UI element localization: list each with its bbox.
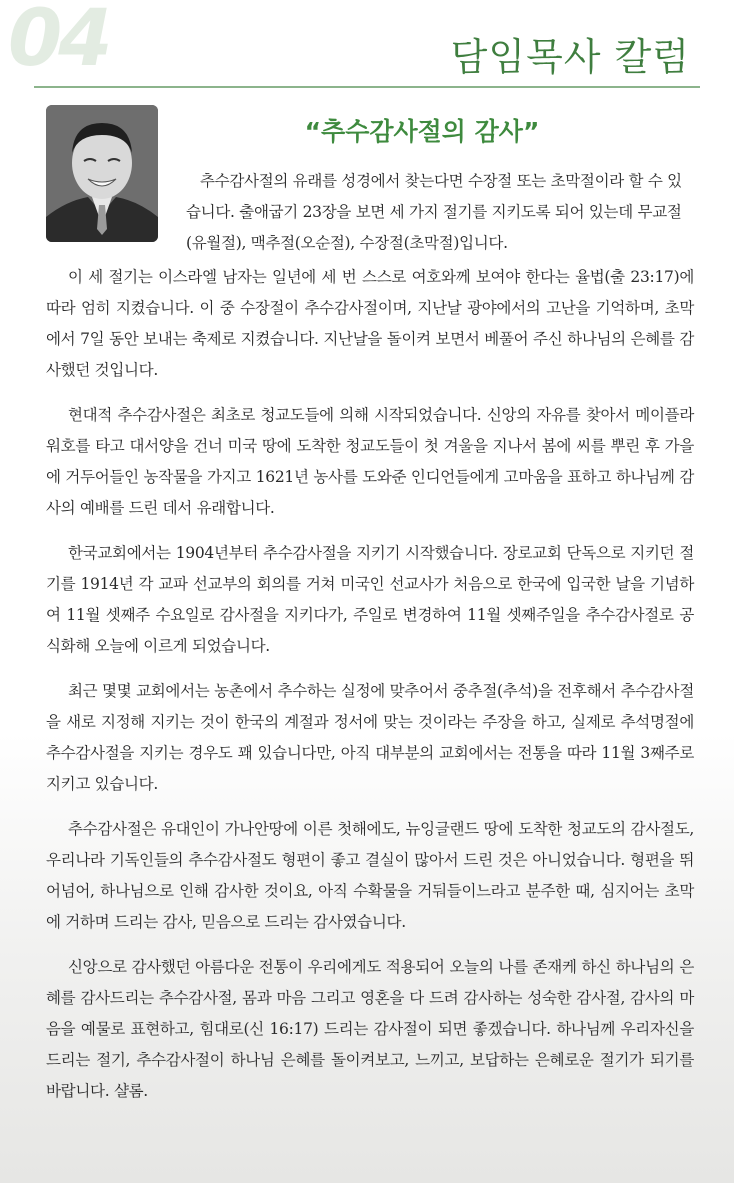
article-paragraph: 한국교회에서는 1904년부터 추수감사절을 지키기 시작했습니다. 장로교회 단독으로 지키던 절기를 1914년 각 교파 선교부의 회의를 거쳐 미국인 선교사가 처음으로 한국에 입국한 날을 기념하여 11월 셋째주 수요일로 감사절을 지키다가, 주일로 변경하여 11월 셋째주일을 추수감사절로 공식화해 오늘에 이르게 되었습니다. (46, 544, 694, 655)
article-title: “추수감사절의 감사” (304, 117, 540, 146)
article-paragraph: 이 세 절기는 이스라엘 남자는 일년에 세 번 스스로 여호와께 보여야 한다는 율법(출 23:17)에 따라 엄히 지켰습니다. 이 중 수장절이 추수감사절이며, 지난날 광야에서의 고난을 기억하며, 초막에서 7일 동안 보내는 축제로 지켰습니다. 지난날을 돌이켜 보면서 베풀어 주신 하나님의 은혜를 감사했던 것입니다. (46, 268, 694, 379)
article-paragraph: 추수감사절은 유대인이 가나안땅에 이른 첫해에도, 뉴잉글랜드 땅에 도착한 청교도의 감사절도, 우리나라 기독인들의 추수감사절도 형편이 좋고 결실이 많아서 드린 것은 아니었습니다. 형편을 뛰어넘어, 하나님으로 인해 감사한 것이요, 아직 수확물을 거둬들이느라고 분주한 때, 심지어는 초막에 거하며 드리는 감사, 믿음으로 드리는 감사였습니다. (46, 820, 694, 931)
page-number: 04 (8, 0, 109, 84)
article-paragraph: 최근 몇몇 교회에서는 농촌에서 추수하는 실정에 맞추어서 중추절(추석)을 전후해서 추수감사절을 새로 지정해 지키는 것이 한국의 계절과 정서에 맞는 것이라는 주장을 하고, 실제로 추석명절에 추수감사절을 지키는 경우도 꽤 있습니다만, 아직 대부분의 교회에서는 전통을 따라 11월 3째주로 지키고 있습니다. (46, 682, 694, 793)
header-divider (34, 86, 700, 88)
section-title: 담임목사 칼럼 (450, 35, 690, 79)
article-lead-paragraph: 추수감사절의 유래를 성경에서 찾는다면 수장절 또는 초막절이라 할 수 있습니다. 출애굽기 23장을 보면 세 가지 절기를 지키도록 되어 있는데 무교절(유월절), 맥추절(오순절), 수장절(초막절)입니다. (186, 172, 682, 252)
article-paragraph: 현대적 추수감사절은 최초로 청교도들에 의해 시작되었습니다. 신앙의 자유를 찾아서 메이플라워호를 타고 대서양을 건너 미국 땅에 도착한 청교도들이 첫 겨울을 지나서 봄에 씨를 뿌린 후 가을에 거두어들인 농작물을 가지고 1621년 농사를 도와준 인디언들에게 고마움을 표하고 하나님께 감사의 예배를 드린 데서 유래합니다. (46, 406, 694, 517)
article-paragraph: 신앙으로 감사했던 아름다운 전통이 우리에게도 적용되어 오늘의 나를 존재케 하신 하나님의 은혜를 감사드리는 추수감사절, 몸과 마음 그리고 영혼을 다 드려 감사하는 성숙한 감사절, 감사의 마음을 예물로 표현하고, 힘대로(신 16:17) 드리는 감사절이 되면 좋겠습니다. 하나님께 우리자신을 드리는 절기, 추수감사절이 하나님 은혜를 돌이켜보고, 느끼고, 보답하는 은혜로운 절기가 되기를 바랍니다. 샬롬. (46, 958, 694, 1100)
article-body (46, 262, 694, 1121)
